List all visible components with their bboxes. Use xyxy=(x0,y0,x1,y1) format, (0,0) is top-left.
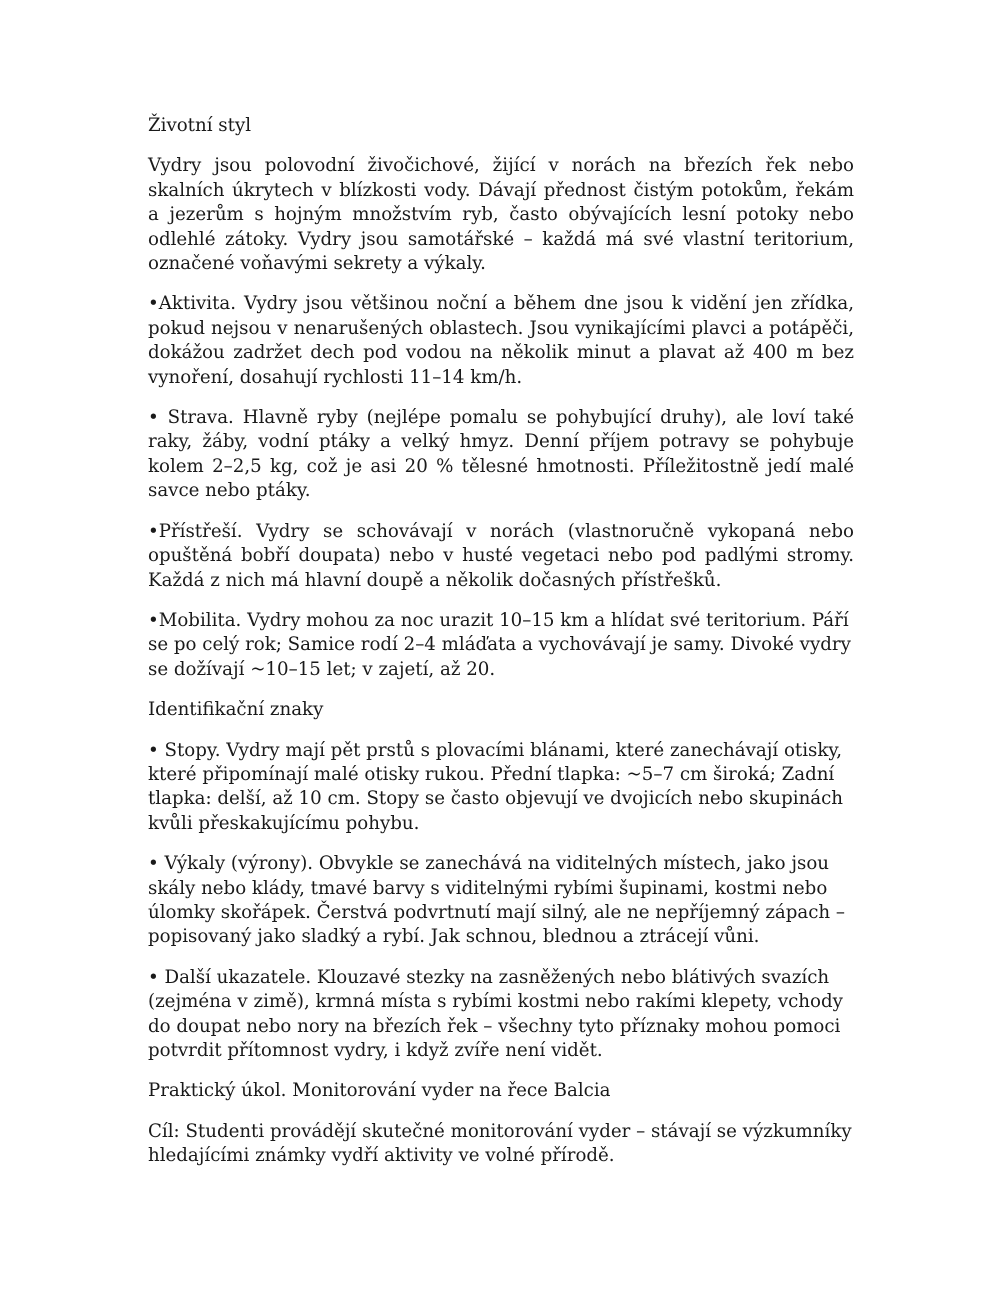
section-heading-identification: Identifikační znaky xyxy=(148,699,324,721)
paragraph-mobility: •Mobilita. Vydry mohou za noc urazit 10–15 km a hlídat své teritorium. Páří se po celý rok; Samice rodí 2–4 mláďata a vychovávají je samy. Divoké vydry se dožívají ~10–15 let; v zajetí, až 20. xyxy=(148,609,851,680)
paragraph-tracks: • Stopy. Vydry mají pět prstů s plovacími blánami, které zanechávají otisky, které připomínají malé otisky rukou. Přední tlapka: ~5–7 cm široká; Zadní tlapka: delší, až 10 cm. Stopy se často objevují ve dvojicích nebo skupinách kvůli přeskakujícímu pohybu. xyxy=(148,739,844,834)
paragraph-other-signs: • Další ukazatele. Klouzavé stezky na zasněžených nebo blátivých svazích (zejména v zimě), krmná místa s rybími kostmi nebo rakími klepety, vchody do doupat nebo nory na březích řek – všechny tyto příznaky mohou pomoci potvrdit přítomnost vydry, i když zvíře není vidět. xyxy=(148,966,843,1061)
paragraph-activity: •Aktivita. Vydry jsou většinou noční a během dne jsou k vidění jen zřídka, pokud nejsou v nenarušených oblastech. Jsou vynikajícími plavci a potápěči, dokážou zadržet dech pod vodou na několik minut a plavat až 400 m bez vynoření, dosahují rychlosti 11–14 km/h. xyxy=(148,293,854,388)
paragraph-intro: Vydry jsou polovodní živočichové, žijící v norách na březích řek nebo skalních úkrytech v blízkosti vody. Dávají přednost čistým potokům, řekám a jezerům s hojným množstvím ryb, často obývajících lesní potoky nebo odlehlé zátoky. Vydry jsou samotářské – každá má své vlastní teritorium, označené voňavými sekrety a výkaly. xyxy=(148,155,854,275)
paragraph-spraints: • Výkaly (výrony). Obvykle se zanechává na viditelných místech, jako jsou skály nebo klády, tmavé barvy s viditelnými rybími šupinami, kostmi nebo úlomky skořápek. Čerstvá podvrtnutí mají silný, ale ne nepříjemný zápach – popisovaný jako sladký a rybí. Jak schnou, blednou a ztrácejí vůni. xyxy=(148,853,846,948)
paragraph-goal: Cíl: Studenti provádějí skutečné monitorování vyder – stávají se výzkumníky hledajícími známky vydří aktivity ve volné přírodě. xyxy=(148,1120,852,1167)
document-page xyxy=(148,114,854,1185)
section-heading-practical-task: Praktický úkol. Monitorování vyder na řece Balcia xyxy=(148,1080,611,1102)
paragraph-shelter: •Přístřeší. Vydry se schovávají v norách (vlastnoručně vykopaná nebo opuštěná bobří doupata) nebo v husté vegetaci nebo pod padlými stromy. Každá z nich má hlavní doupě a několik dočasných přístřešků. xyxy=(148,520,854,591)
paragraph-diet: • Strava. Hlavně ryby (nejlépe pomalu se pohybující druhy), ale loví také raky, žáby, vodní ptáky a velký hmyz. Denní příjem potravy se pohybuje kolem 2–2,5 kg, což je asi 20 % tělesné hmotnosti. Příležitostně jedí malé savce nebo ptáky. xyxy=(148,407,854,502)
section-heading-lifestyle: Životní styl xyxy=(148,115,252,136)
